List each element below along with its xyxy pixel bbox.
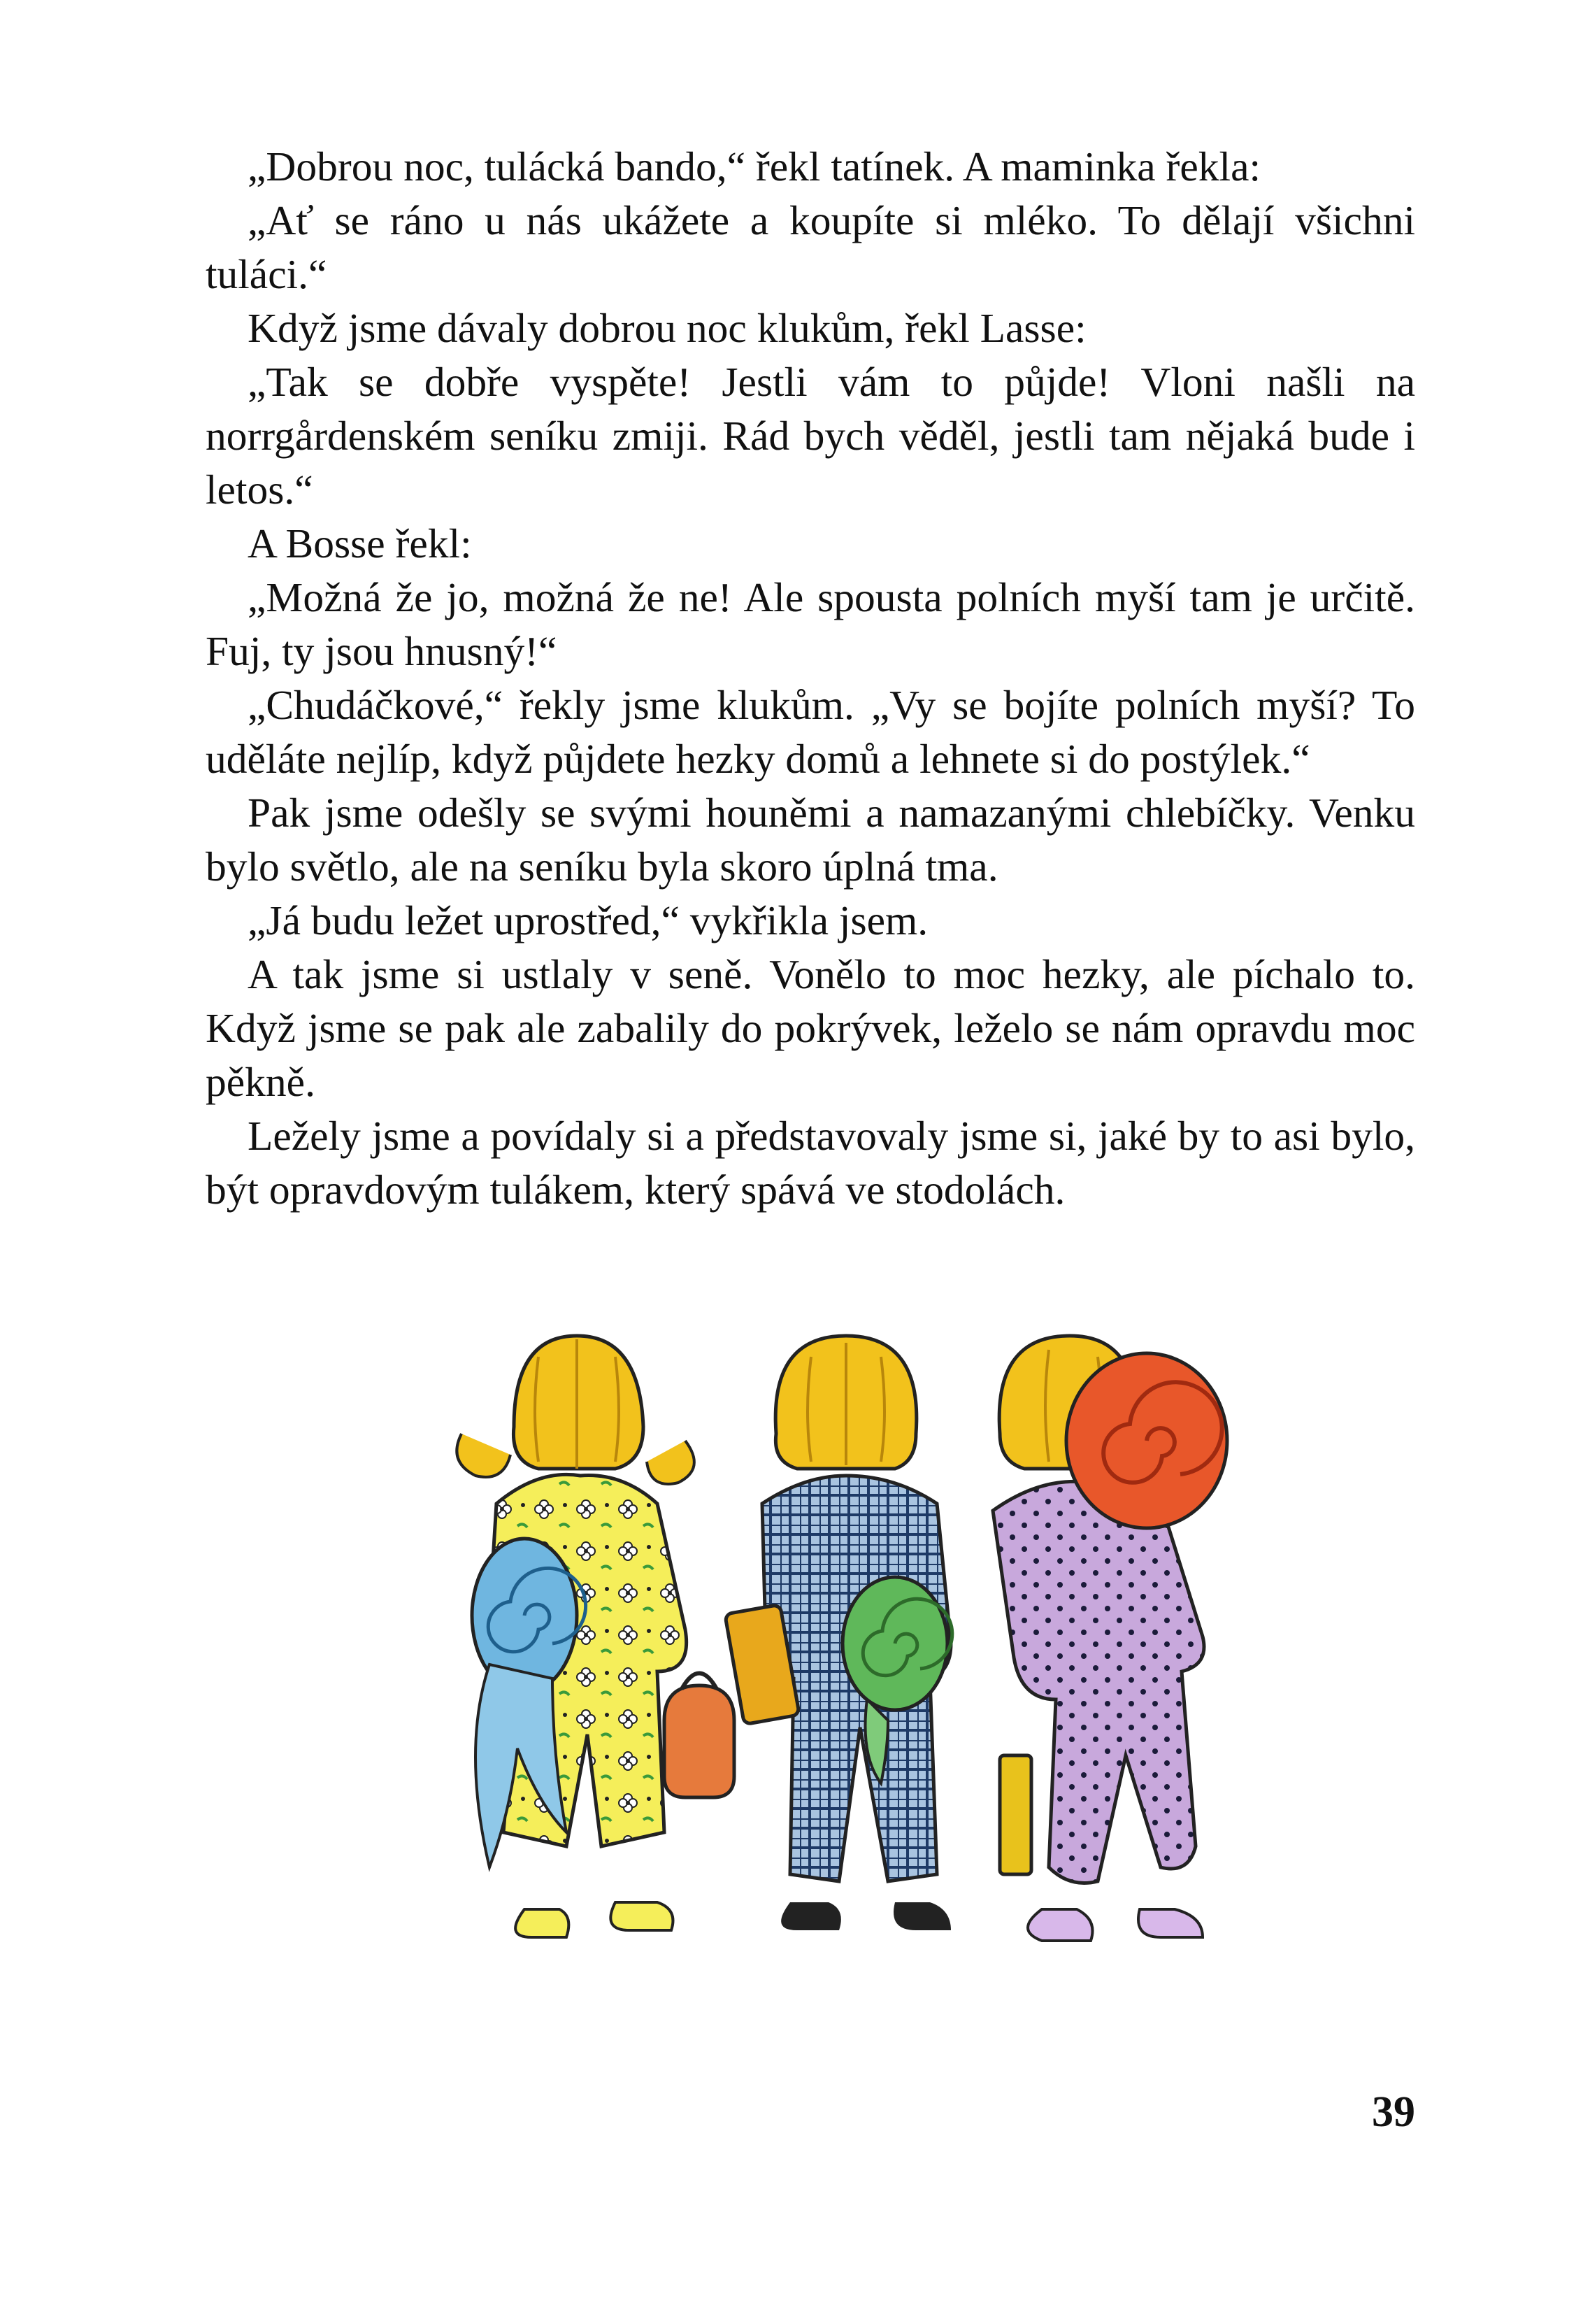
girl-flower-pajamas <box>457 1336 734 1937</box>
page-number: 39 <box>1372 2088 1415 2136</box>
three-children-illustration <box>447 1329 1349 2021</box>
paragraph: Ležely jsme a povídaly si a představovaly jsme si, jaké by to asi bylo, být opravdovým tulákem, který spává ve stodolách. <box>206 1113 1415 1213</box>
girl-purple-pajamas <box>993 1336 1227 1941</box>
paragraph: „Chudáčkové,“ řekly jsme klukům. „Vy se bojíte polních myší? To uděláte nejlíp, když půjdete hezky domů a lehnete si do postýlek.“ <box>206 682 1415 782</box>
paragraph: Pak jsme odešly se svými houněmi a namazanými chlebíčky. Venku bylo světlo, ale na seníku byla skoro úplná tma. <box>206 790 1415 890</box>
paragraph: „Ať se ráno u nás ukážete a koupíte si mléko. To dělají všichni tuláci.“ <box>206 197 1415 297</box>
paragraph: „Já budu ležet uprostřed,“ vykřikla jsem. <box>248 897 929 943</box>
body-text <box>206 140 1415 1217</box>
child-check-pajamas <box>725 1336 952 1930</box>
paragraph: „Tak se dobře vyspěte! Jestli vám to půjde! Vloni našli na norrgårdenském seníku zmiji. Rád bych věděl, jestli tam nějaká bude i letos.“ <box>206 359 1415 513</box>
paragraph: „Možná že jo, možná že ne! Ale spousta polních myší tam je určitě. Fuj, ty jsou hnusný!“ <box>206 574 1415 674</box>
paragraph: Když jsme dávaly dobrou noc klukům, řekl Lasse: <box>248 305 1087 351</box>
paragraph: A Bosse řekl: <box>248 520 472 566</box>
paragraph: „Dobrou noc, tulácká bando,“ řekl tatínek. A maminka řekla: <box>248 143 1261 190</box>
paragraph: A tak jsme si ustlaly v seně. Vonělo to moc hezky, ale píchalo to. Když jsme se pak ale zabalily do pokrývek, leželo se nám opravdu moc pěkně. <box>206 951 1415 1105</box>
